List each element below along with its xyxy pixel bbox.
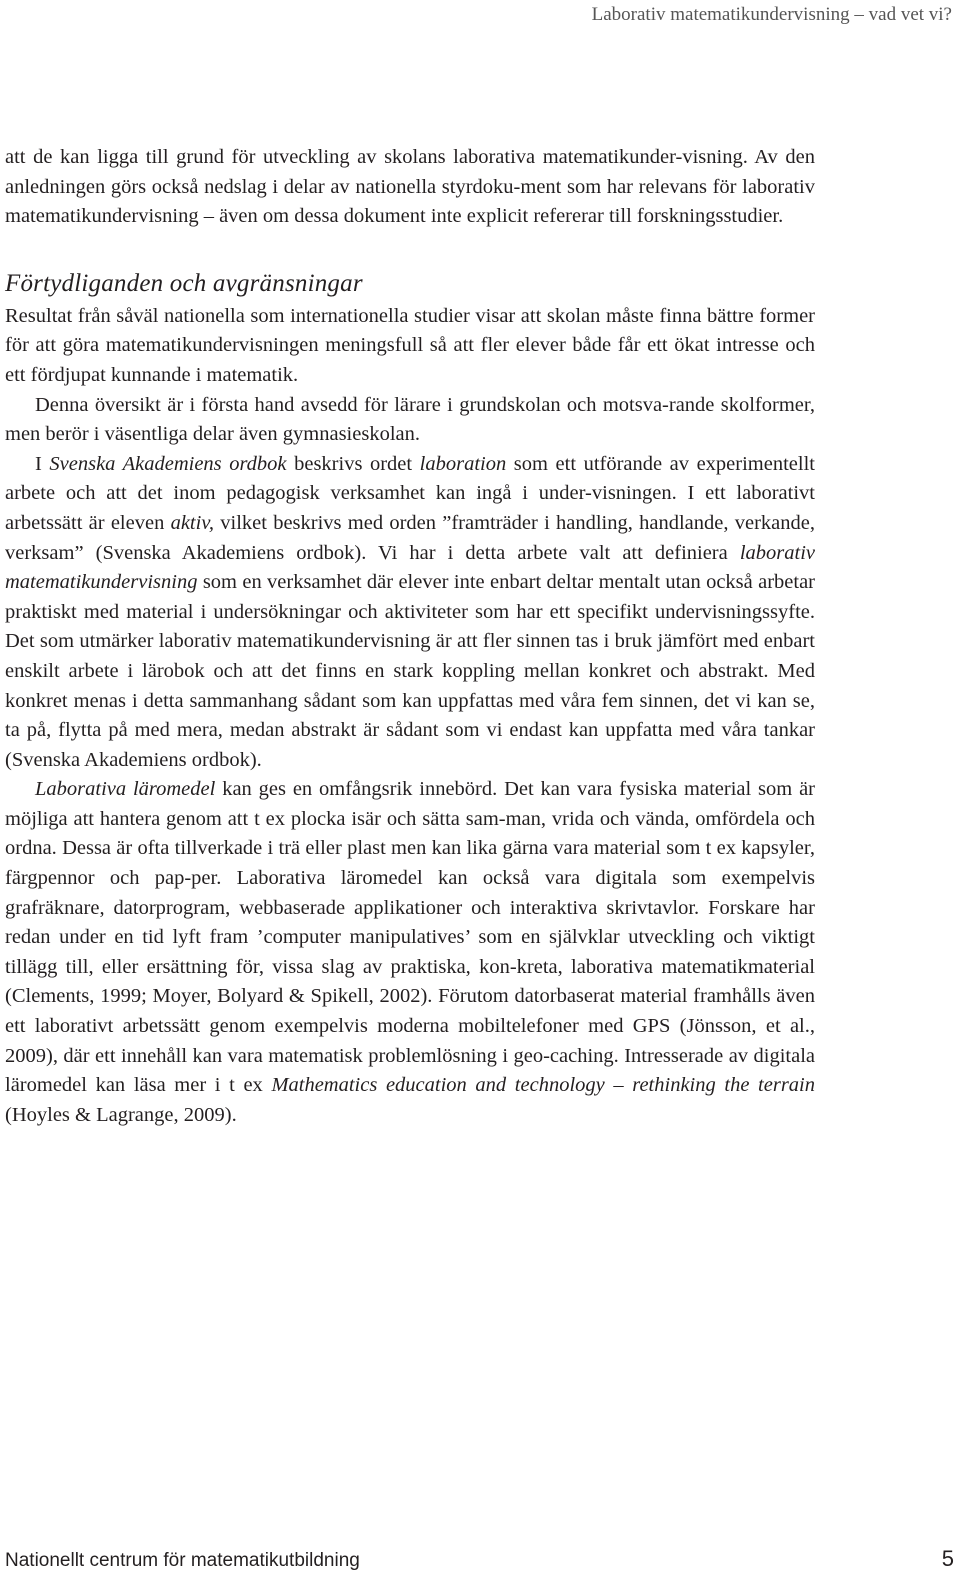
page-body: [5, 143, 815, 1130]
text-run: beskrivs ordet: [286, 452, 420, 475]
text-run: vilket beskrivs med orden ”framträder i handling, handlande, verkande, verksam” (Svenska Akademiens ordbok). Vi har i detta arbete valt att definiera: [5, 511, 815, 564]
italic-term-ordbok: Svenska Akademiens ordbok: [49, 452, 287, 475]
paragraph-results: Resultat från såväl nationella som internationella studier visar att skolan måste finna bättre former för att göra matematikundervisningen meningsfull så att fler elever både får ett ökat intresse och ett fördjupat kunnande i matematik.: [5, 304, 815, 386]
running-header: Laborativ matematikundervisning – vad vet vi?: [591, 4, 952, 25]
intro-paragraph: att de kan ligga till grund för utveckling av skolans laborativa matematikunder-visning. Av den anledningen görs också nedslag i delar av nationella styrdoku-ment som har relevans för laborativ matematikundervisning – även om dessa dokument inte explicit refererar till forskningsstudier.: [5, 146, 815, 228]
text-run: som en verksamhet där elever inte enbart deltar mentalt utan också arbetar praktiskt med material i undersökningar och aktiviteter som har ett specifikt undervisningssyfte. Det som utmärker laborativ matematikundervisning är att fler sinnen tas i bruk jämfört med enbart enskilt arbete i lärobok och att det finns en stark koppling mellan konkret och abstrakt. Med konkret menas i detta sammanhang sådant som kan uppfattas med våra fem sinnen, det vi kan se, ta på, flytta på med mera, medan abstrakt är sådant som vi endast kan uppfatta med våra tankar (Svenska Akademiens ordbok).: [5, 571, 815, 771]
text-run: som ett utförande av experimentellt arbete och att det inom pedagogisk verksamhet kan ingå i under-visningen. I ett laborativt arbetssätt är eleven: [5, 452, 815, 534]
paragraph-definition: [5, 450, 815, 776]
paragraph-audience: Denna översikt är i första hand avsedd för lärare i grundskolan och motsva-rande skolformer, men berör i väsentliga delar även gymnasieskolan.: [5, 393, 815, 446]
italic-term-aktiv: aktiv,: [170, 511, 215, 534]
text-run: (Hoyles & Lagrange, 2009).: [5, 1103, 237, 1126]
paragraph-laborativa-laromedel: [5, 775, 815, 1130]
text-run: I: [35, 452, 50, 475]
page-number: 5: [941, 1546, 954, 1571]
italic-term-laborativa-laromedel: Laborativa läromedel: [35, 778, 216, 801]
section-heading: Förtydliganden och avgränsningar: [5, 269, 363, 297]
footer-publisher: Nationellt centrum för matematikutbildning: [5, 1550, 360, 1571]
italic-term-laborativ-matematikundervisning: laborativ matematikundervisning: [5, 541, 815, 594]
italic-term-laboration: laboration: [419, 452, 507, 475]
italic-book-title: Mathematics education and technology – rethinking the terrain: [271, 1074, 815, 1097]
text-run: kan ges en omfångsrik innebörd. Det kan vara fysiska material som är möjliga att hantera genom att t ex plocka isär och sätta sam-man, vrida och vända, omfördela och ordna. Dessa är ofta tillverkade i trä eller plast men kan lika gärna vara material som t ex kapsyler, färgpennor och pap-per. Laborativa läromedel kan också vara digitala som exempelvis grafräknare, datorprogram, webbaserade applikationer och interaktiva skrivtavlor. Forskare har redan under en tid lyft fram ’computer manipulatives’ som en självklar utveckling och viktigt tillägg till, eller ersättning för, vissa slag av praktiska, kon-kreta, laborativa matematikmaterial (Clements, 1999; Moyer, Bolyard & Spikell, 2002). Förutom datorbaserat material framhålls även ett laborativt arbetssätt genom exempelvis moderna mobiltelefoner med GPS (Jönsson, et al., 2009), där ett innehåll kan vara matematisk problemlösning i geo-caching. Intresserade av digitala läromedel kan läsa mer i t ex: [5, 778, 816, 1097]
